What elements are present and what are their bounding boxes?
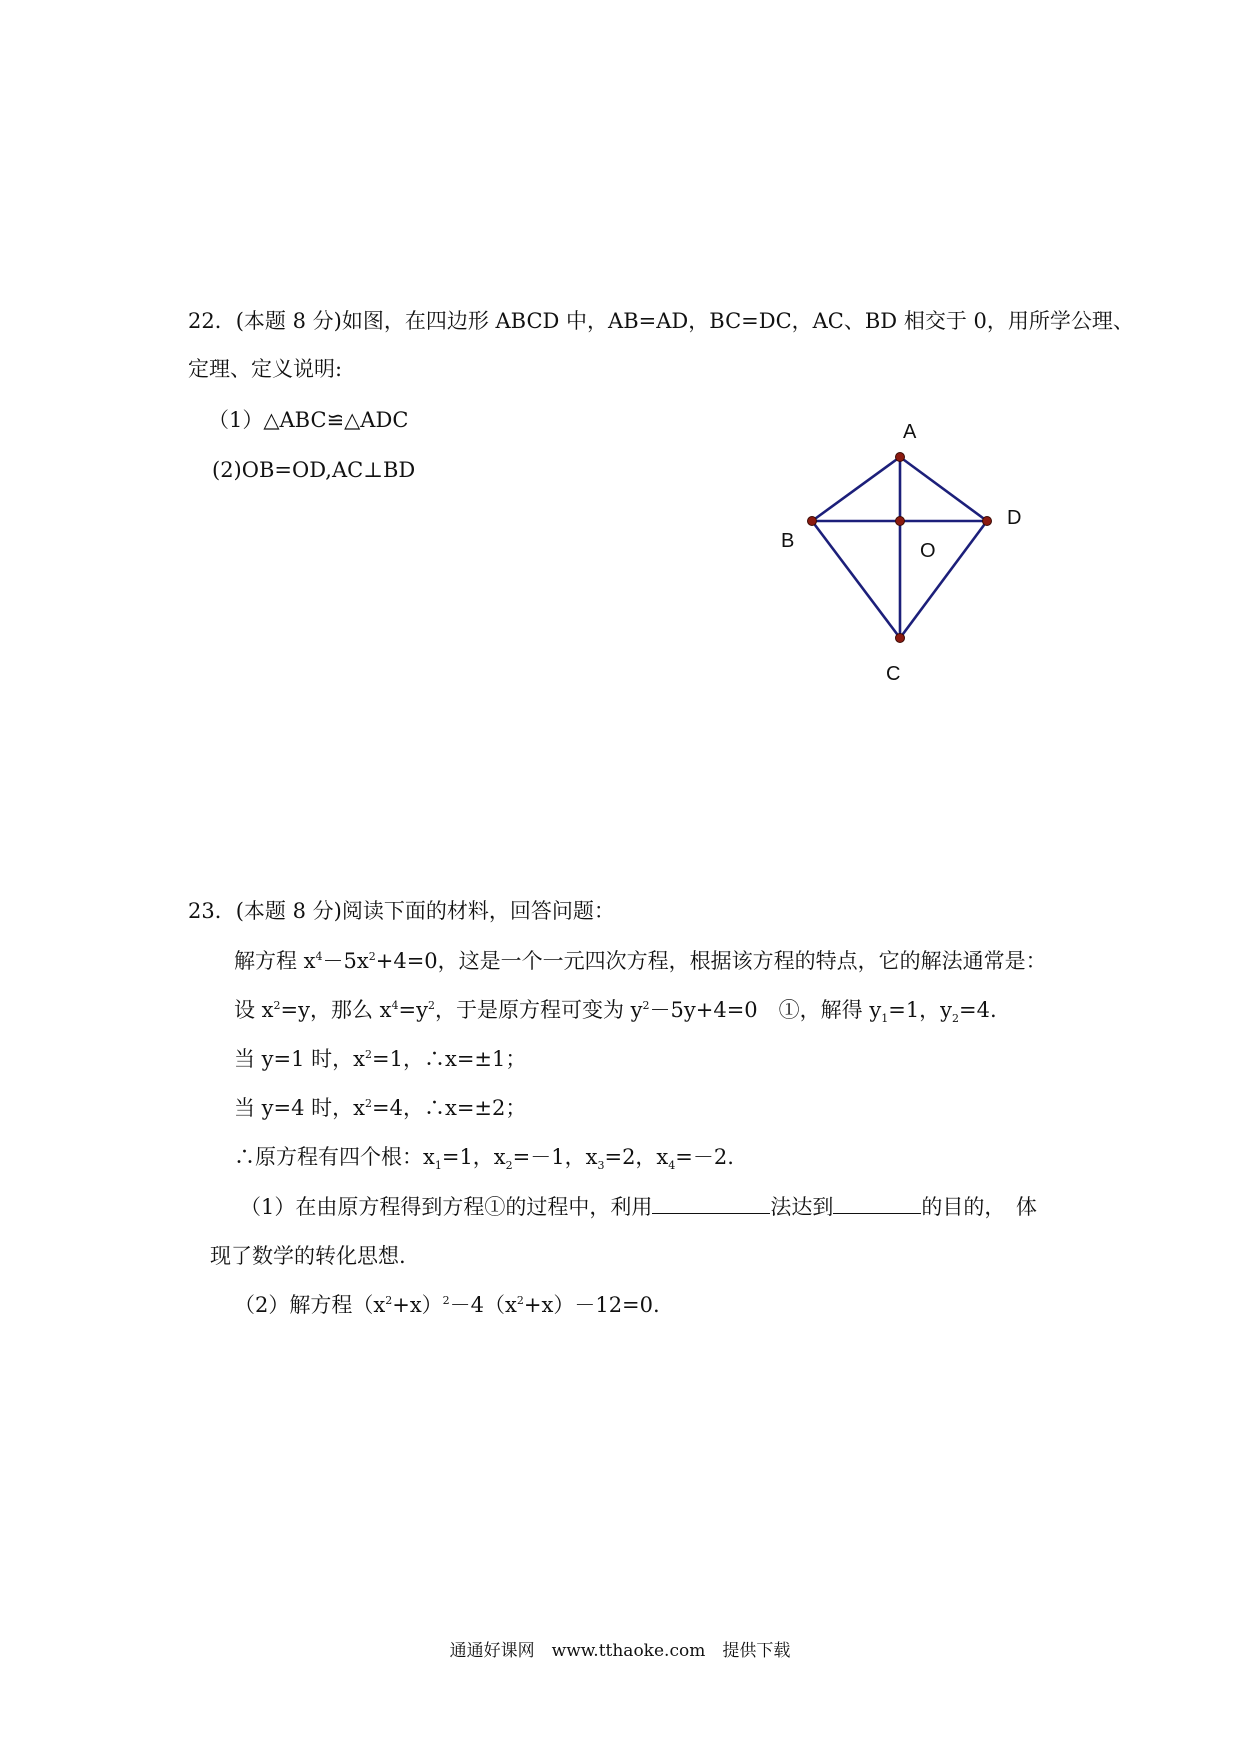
label-b: B — [781, 530, 795, 552]
label-o: O — [920, 540, 936, 562]
label-c: C — [886, 663, 901, 685]
point-a — [896, 453, 905, 462]
q23-part-1-continued: 现了数学的转化思想. — [210, 1244, 406, 1268]
segment-ad — [900, 457, 987, 521]
segment-bc — [812, 521, 900, 638]
q23-material-line-5: ∴原方程有四个根：$x_1=1$，$x_2=-1$，$x_3=2$，$x_4=-2$. — [234, 1145, 734, 1173]
segment-dc — [900, 521, 987, 638]
point-b — [808, 517, 817, 526]
q23-part-2: （2）解方程$(x^2+x)^2-4(x^2+x)-12=0$. — [234, 1293, 660, 1317]
q23-material-line-1: 解方程 $x^4-5x^2+4=0$，这是一个一元四次方程，根据该方程的特点，它的解法通常是： — [234, 949, 1047, 973]
point-d — [983, 517, 992, 526]
point-c — [896, 634, 905, 643]
q23-material-line-2: 设 $x^2=y$，那么 $x^4=y^2$，于是原方程可变为 $y^2-5y+4=0$ ①，解得 $y_1=1$，$y_2=4$. — [234, 998, 997, 1026]
label-d: D — [1007, 507, 1022, 529]
q22-part-2: (2)OB=OD,AC⊥BD — [212, 458, 416, 482]
q22-title-continued: 定理、定义说明: — [188, 357, 343, 381]
q22-title: 22．(本题 8 分)如图，在四边形 ABCD 中，AB=AD，BC=DC，AC、BD 相交于 0，用所学公理、 — [188, 309, 1134, 333]
q23-material-line-3: 当 y=1 时，$x^2=1$，∴x=±1； — [234, 1047, 527, 1071]
label-a: A — [903, 421, 917, 443]
segment-ab — [812, 457, 900, 521]
answer-blank-2[interactable] — [833, 1195, 921, 1214]
page-footer: 通通好课网 www.tthaoke.com 提供下载 — [449, 1641, 791, 1661]
q23-material-line-4: 当 y=4 时，$x^2=4$，∴x=±2； — [234, 1096, 527, 1120]
answer-blank-1[interactable] — [652, 1195, 770, 1214]
point-o — [896, 517, 905, 526]
q23-part-1: （1）在由原方程得到方程①的过程中，利用 法达到 的目的， 体 — [240, 1195, 1037, 1219]
q22-part-1: （1）△ABC≌△ADC — [208, 408, 409, 432]
q23-title: 23．(本题 8 分)阅读下面的材料，回答问题： — [188, 899, 615, 923]
